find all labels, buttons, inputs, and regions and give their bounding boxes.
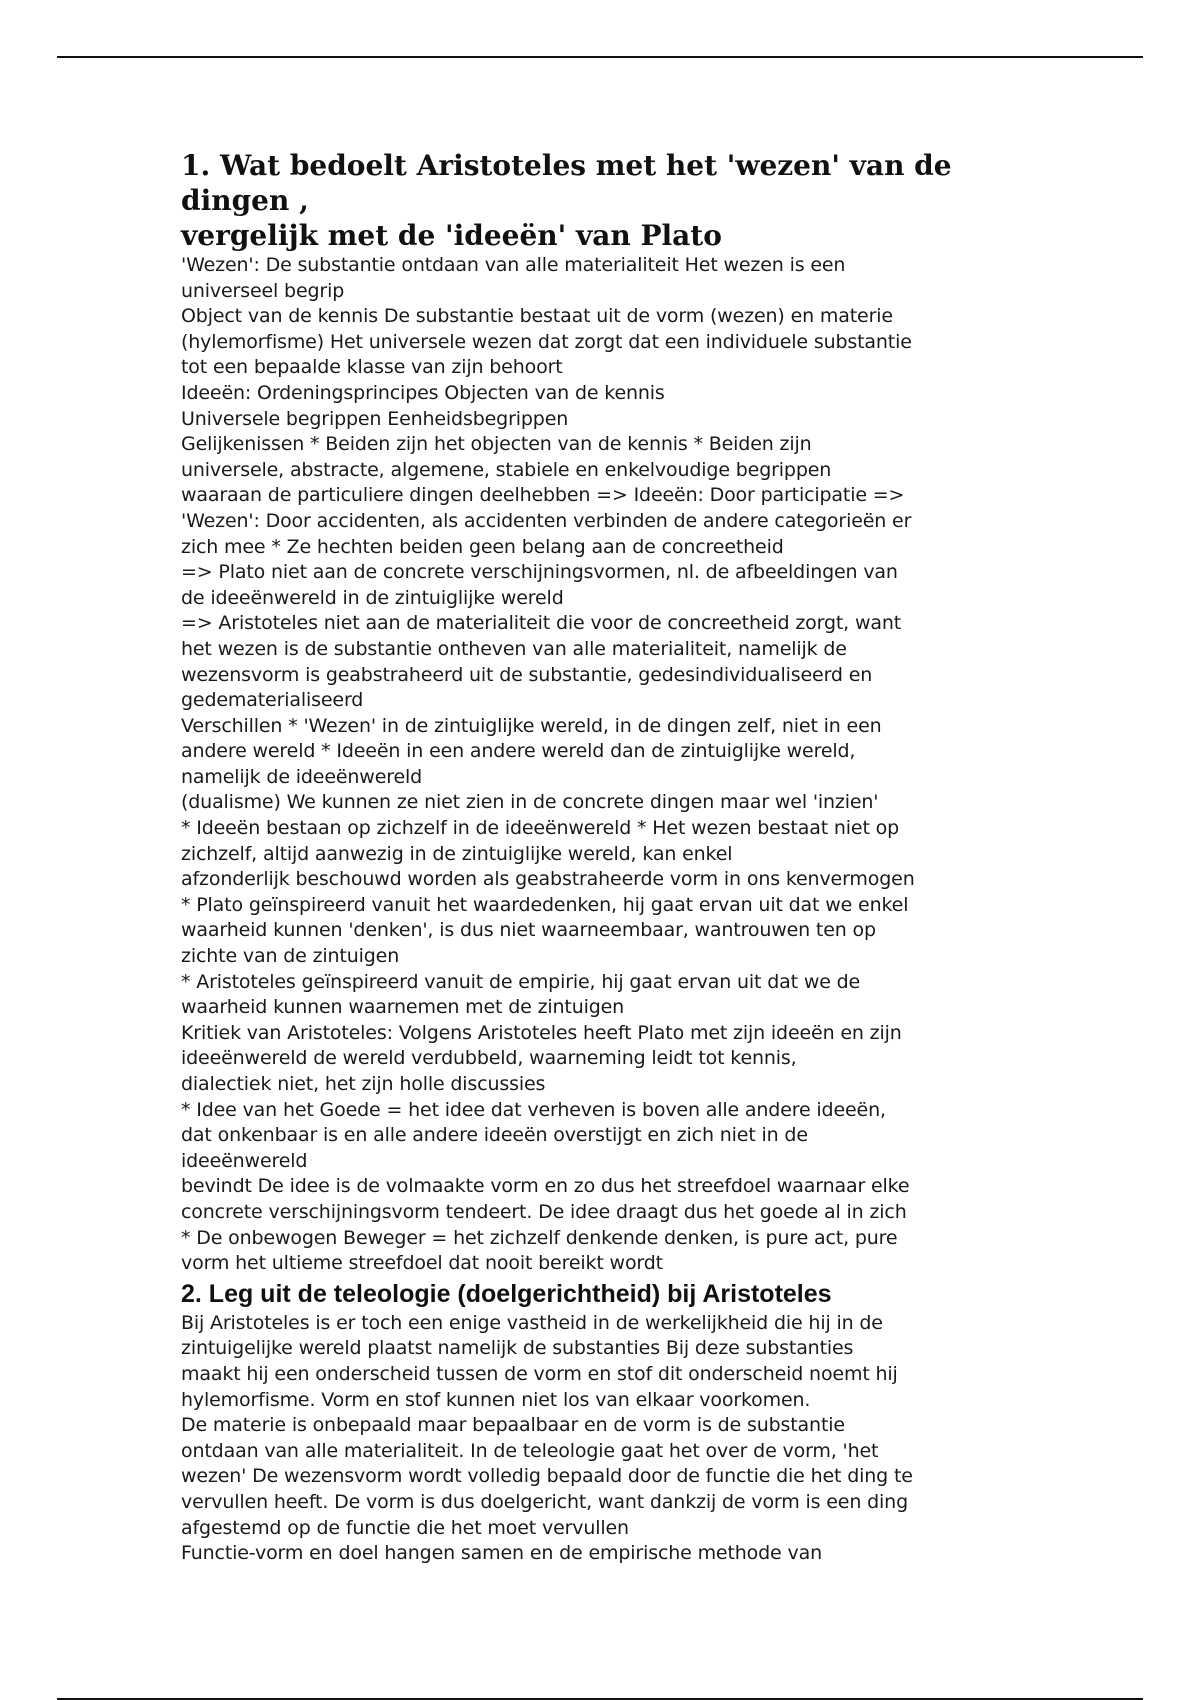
text-line: => Aristoteles niet aan de materialiteit die voor de concreetheid zorgt, want bbox=[181, 612, 902, 635]
text-line: gedematerialiseerd bbox=[181, 689, 364, 712]
text-line: * Idee van het Goede = het idee dat verheven is boven alle andere ideeën, bbox=[181, 1098, 886, 1121]
text-line: zich mee * Ze hechten beiden geen belang aan de concreetheid bbox=[181, 535, 784, 558]
text-line: bevindt De idee is de volmaakte vorm en zo dus het streefdoel waarnaar elke bbox=[181, 1175, 910, 1198]
text-line: ideeënwereld bbox=[181, 1149, 308, 1172]
text-line: * Aristoteles geïnspireerd vanuit de empirie, hij gaat ervan uit dat we de bbox=[181, 970, 861, 993]
question-1-heading-line-2: vergelijk met de 'ideeën' van Plato bbox=[181, 219, 722, 252]
text-line: concrete verschijningsvorm tendeert. De idee draagt dus het goede al in zich bbox=[181, 1200, 907, 1223]
text-line: vorm het ultieme streefdoel dat nooit bereikt wordt bbox=[181, 1252, 663, 1275]
text-line: zintuigelijke wereld plaatst namelijk de substanties Bij deze substanties bbox=[181, 1337, 854, 1360]
text-line: universele, abstracte, algemene, stabiele en enkelvoudige begrippen bbox=[181, 458, 832, 481]
question-2-heading: 2. Leg uit de teleologie (doelgerichtheid) bij Aristoteles bbox=[181, 1279, 832, 1308]
text-line: het wezen is de substantie ontheven van alle materialiteit, namelijk de bbox=[181, 637, 847, 660]
text-line: tot een bepaalde klasse van zijn behoort bbox=[181, 356, 563, 379]
text-line: namelijk de ideeënwereld bbox=[181, 765, 423, 788]
text-line: waaraan de particuliere dingen deelhebben => Ideeën: Door participatie => bbox=[181, 484, 905, 507]
question-2-answer bbox=[181, 1311, 1041, 1567]
text-line: vervullen heeft. De vorm is dus doelgericht, want dankzij de vorm is een ding bbox=[181, 1490, 908, 1513]
text-line: Universele begrippen Eenheidsbegrippen bbox=[181, 407, 569, 430]
text-line: (hylemorfisme) Het universele wezen dat zorgt dat een individuele substantie bbox=[181, 330, 912, 353]
text-line: wezensvorm is geabstraheerd uit de substantie, gedesindividualiseerd en bbox=[181, 663, 873, 686]
text-line: ideeënwereld de wereld verdubbeld, waarneming leidt tot kennis, bbox=[181, 1047, 797, 1070]
text-line: * Plato geïnspireerd vanuit het waardedenken, hij gaat ervan uit dat we enkel bbox=[181, 893, 909, 916]
question-1-answer bbox=[181, 253, 1041, 1277]
text-line: afgestemd op de functie die het moet vervullen bbox=[181, 1516, 629, 1539]
text-line: zichte van de zintuigen bbox=[181, 945, 400, 968]
text-line: zichzelf, altijd aanwezig in de zintuiglijke wereld, kan enkel bbox=[181, 842, 733, 865]
document-body bbox=[181, 148, 1041, 1567]
text-line: waarheid kunnen 'denken', is dus niet waarneembaar, wantrouwen ten op bbox=[181, 919, 876, 942]
text-line: Functie-vorm en doel hangen samen en de empirische methode van bbox=[181, 1542, 822, 1565]
text-line: 'Wezen': De substantie ontdaan van alle materialiteit Het wezen is een bbox=[181, 254, 846, 276]
text-line: wezen' De wezensvorm wordt volledig bepaald door de functie die het ding te bbox=[181, 1465, 913, 1488]
text-line: De materie is onbepaald maar bepaalbaar en de vorm is de substantie bbox=[181, 1414, 845, 1437]
header-rule bbox=[57, 56, 1143, 58]
text-line: Kritiek van Aristoteles: Volgens Aristoteles heeft Plato met zijn ideeën en zijn bbox=[181, 1021, 902, 1044]
text-line: waarheid kunnen waarnemen met de zintuigen bbox=[181, 996, 625, 1019]
question-1-heading-line-1: 1. Wat bedoelt Aristoteles met het 'wezen' van de dingen , bbox=[181, 149, 952, 217]
text-line: (dualisme) We kunnen ze niet zien in de concrete dingen maar wel 'inzien' bbox=[181, 791, 879, 814]
text-line: Gelijkenissen * Beiden zijn het objecten van de kennis * Beiden zijn bbox=[181, 433, 812, 456]
text-line: Bij Aristoteles is er toch een enige vastheid in de werkelijkheid die hij in de bbox=[181, 1311, 883, 1334]
text-line: => Plato niet aan de concrete verschijningsvormen, nl. de afbeeldingen van bbox=[181, 561, 898, 584]
question-1-heading bbox=[181, 148, 1041, 253]
text-line: dialectiek niet, het zijn holle discussies bbox=[181, 1073, 546, 1095]
text-line: Object van de kennis De substantie bestaat uit de vorm (wezen) en materie bbox=[181, 305, 893, 328]
text-line: dat onkenbaar is en alle andere ideeën overstijgt en zich niet in de bbox=[181, 1124, 808, 1147]
text-line: hylemorfisme. Vorm en stof kunnen niet los van elkaar voorkomen. bbox=[181, 1388, 811, 1411]
text-line: de ideeënwereld in de zintuiglijke wereld bbox=[181, 586, 564, 609]
text-line: ontdaan van alle materialiteit. In de teleologie gaat het over de vorm, 'het bbox=[181, 1439, 879, 1462]
text-line: andere wereld * Ideeën in een andere wereld dan de zintuiglijke wereld, bbox=[181, 740, 856, 763]
text-line: * De onbewogen Beweger = het zichzelf denkende denken, is pure act, pure bbox=[181, 1226, 898, 1249]
text-line: universeel begrip bbox=[181, 279, 345, 302]
text-line: 'Wezen': Door accidenten, als accidenten verbinden de andere categorieën er bbox=[181, 509, 912, 532]
text-line: afzonderlijk beschouwd worden als geabstraheerde vorm in ons kenvermogen bbox=[181, 868, 915, 891]
text-line: Ideeën: Ordeningsprincipes Objecten van de kennis bbox=[181, 381, 665, 404]
text-line: Verschillen * 'Wezen' in de zintuiglijke wereld, in de dingen zelf, niet in een bbox=[181, 714, 882, 737]
text-line: maakt hij een onderscheid tussen de vorm en stof dit onderscheid noemt hij bbox=[181, 1362, 898, 1385]
text-line: * Ideeën bestaan op zichzelf in de ideeënwereld * Het wezen bestaat niet op bbox=[181, 817, 900, 840]
